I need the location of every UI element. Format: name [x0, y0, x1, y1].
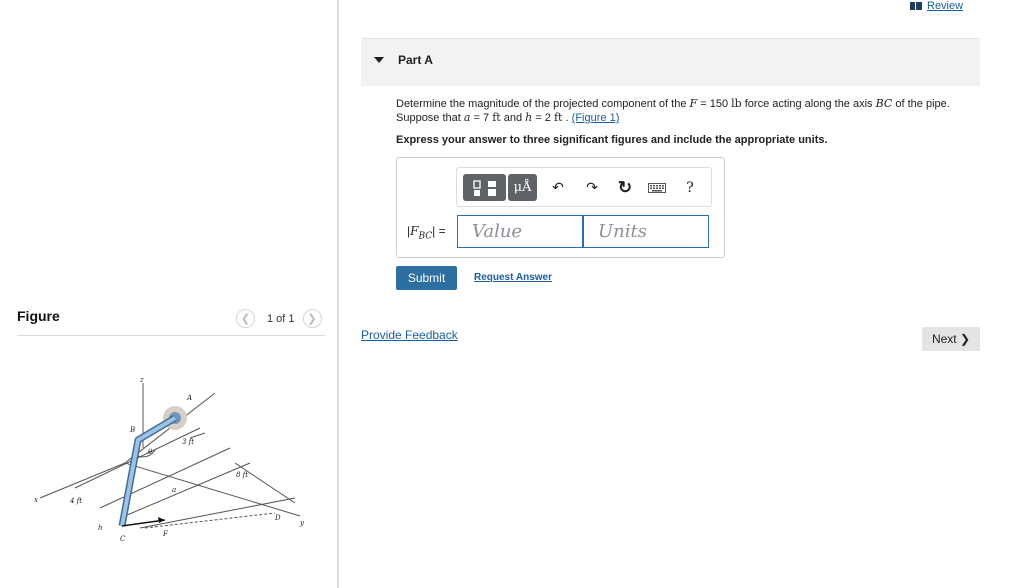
next-figure-button[interactable]: [303, 309, 322, 328]
provide-feedback-link[interactable]: Provide Feedback: [361, 328, 458, 342]
label-f: F: [163, 530, 168, 538]
review-link[interactable]: [910, 0, 963, 12]
force-arrow: [122, 520, 165, 526]
answer-box: [396, 157, 725, 258]
submit-button[interactable]: Submit: [396, 266, 457, 290]
label-three-ft: 3 ft: [182, 438, 195, 446]
question-text: Determine the magnitude of the projected component of the F = 150 lb force acting along the axis BC of the pipe. Suppose that a = 7 ft and h = 2 ft . (Figure 1): [396, 97, 950, 124]
units-button[interactable]: μÅ: [508, 174, 537, 201]
instruction-text: Express your answer to three significant figures and include the appropriate units.: [396, 134, 828, 146]
label-y: y: [300, 519, 304, 527]
chevron-left-icon: ❮: [240, 313, 251, 325]
templates-button[interactable]: [463, 174, 506, 201]
book-icon: [910, 2, 922, 10]
panel-divider: [337, 0, 339, 588]
force-arrowhead: [158, 517, 165, 523]
label-d: D: [275, 514, 281, 522]
label-x: x: [34, 496, 38, 504]
next-button[interactable]: Next ❯: [922, 327, 980, 351]
reset-icon[interactable]: ↻: [617, 177, 633, 197]
figure-link[interactable]: (Figure 1): [571, 112, 620, 124]
label-theta: θ: [148, 448, 153, 456]
answer-label: $|F_{BC}|$ =: [407, 224, 446, 242]
label-h: h: [98, 524, 103, 532]
figure-panel: [0, 0, 337, 588]
part-header[interactable]: [361, 38, 980, 86]
templates-icon: [470, 179, 500, 197]
label-b: B: [130, 426, 136, 434]
value-input[interactable]: [457, 215, 583, 248]
help-button[interactable]: ?: [686, 179, 694, 196]
figure-axes: [40, 383, 300, 528]
label-eight-ft: 8 ft: [236, 471, 249, 479]
redo-icon[interactable]: ↷: [586, 179, 598, 195]
chevron-right-icon: ❯: [307, 313, 317, 325]
part-label: Part A: [398, 53, 433, 67]
figure-count: 1 of 1: [267, 312, 295, 325]
label-a-point: A: [187, 394, 193, 402]
label-a-dim: a: [172, 486, 177, 494]
review-label: Review: [927, 0, 964, 12]
label-c: C: [120, 535, 126, 543]
figure-pager: [236, 309, 322, 328]
pipe-figure: [20, 368, 320, 548]
label-four-ft: 4 ft: [70, 497, 83, 505]
figure-title: Figure: [17, 308, 60, 324]
label-z: z: [140, 376, 144, 384]
keyboard-button[interactable]: [645, 174, 669, 201]
request-answer-link[interactable]: Request Answer: [474, 272, 552, 283]
prev-figure-button[interactable]: [236, 309, 255, 328]
caret-down-icon: [374, 57, 384, 63]
figure-divider: [17, 335, 325, 336]
units-input[interactable]: [583, 215, 709, 248]
keyboard-icon: [648, 183, 666, 193]
undo-icon[interactable]: ↶: [552, 179, 564, 195]
math-toolbar: [456, 167, 712, 207]
